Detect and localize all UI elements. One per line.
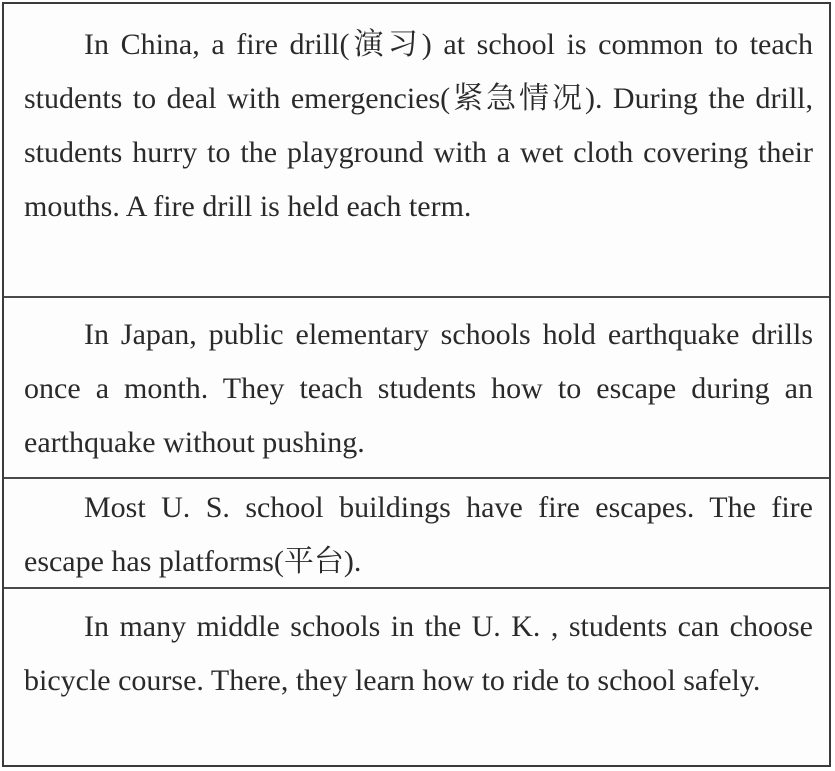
passage-us: Most U. S. school buildings have fire escapes. The fire escape has platforms(平台). — [24, 491, 813, 578]
passage-uk: In many middle schools in the U. K. , students can choose bicycle course. There, they learn how to ride to school safely. — [24, 610, 813, 697]
passage-table — [2, 2, 831, 767]
section-divider — [4, 587, 829, 589]
passage-japan: In Japan, public elementary schools hold earthquake drills once a month. They teach students how to escape during an earthquake without pushing. — [24, 318, 813, 459]
section-divider — [4, 296, 829, 298]
section-divider — [4, 477, 829, 479]
passage-china: In China, a fire drill(演习) at school is common to teach students to deal with emergencies(紧急情况). During the drill, students hurry to the playground with a wet cloth covering their mouths. A fire drill is held each term. — [24, 28, 813, 223]
